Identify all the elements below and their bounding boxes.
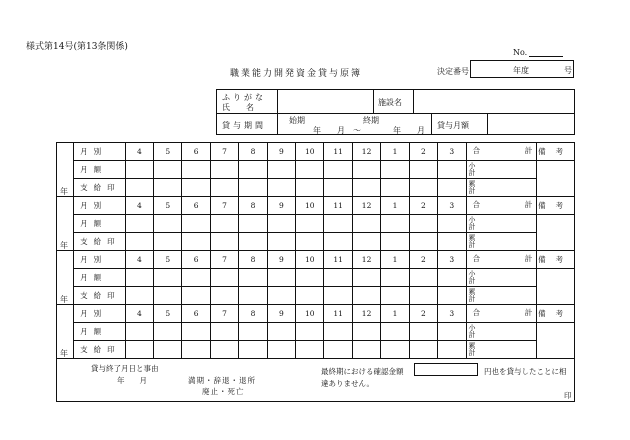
month-header: 1 [381,305,409,323]
total-left: 合 [472,254,480,263]
month-header: 11 [324,251,352,269]
subtotal-label: 小計 [468,161,476,177]
subtotal-label: 小計 [468,323,476,339]
monthly-amount-cell[interactable] [352,323,380,341]
subtotal-cell[interactable] [466,323,537,341]
monthly-amount-field[interactable] [491,117,569,131]
end-label: 終期 [363,116,379,125]
payment-stamp-cell[interactable] [324,179,352,197]
month-header: 3 [438,251,466,269]
payment-stamp-cell[interactable] [381,233,409,251]
month-header: 10 [296,143,324,161]
payment-stamp-cell[interactable] [409,341,437,359]
end-year-month[interactable]: 年 月 [117,376,147,385]
total-left: 合 [472,200,480,209]
remarks-header: 備考 [537,305,575,323]
payment-stamp-cell[interactable] [381,287,409,305]
payment-stamp-cell[interactable] [324,341,352,359]
certification-text-2: 違ありません。 [321,379,374,388]
month-header: 12 [352,197,380,215]
ledger-row [57,287,575,305]
payment-stamp-cell[interactable] [182,179,210,197]
facility-field[interactable] [417,94,567,110]
monthly-amount-cell[interactable] [154,269,182,287]
month-header: 1 [381,197,409,215]
cumulative-label: 累計 [468,179,476,195]
start-label: 始期 [289,116,305,125]
month-header: 1 [381,251,409,269]
month-header: 6 [182,305,210,323]
month-header: 4 [125,251,153,269]
month-header: 4 [125,197,153,215]
row-label: 支給印 [74,341,125,359]
subtotal-cell[interactable] [466,269,537,287]
furigana-label: ふりがな [222,93,266,102]
row-label: 月別 [74,305,125,323]
row-label: 月額 [74,161,125,179]
monthly-amount-cell[interactable] [267,215,295,233]
month-header: 9 [267,305,295,323]
month-header: 9 [267,143,295,161]
payment-stamp-cell[interactable] [239,341,267,359]
month-header: 4 [125,305,153,323]
row-label: 月別 [74,143,125,161]
monthly-amount-cell[interactable] [210,215,238,233]
row-label: 支給印 [74,179,125,197]
total-left: 合 [472,146,480,155]
payment-stamp-cell[interactable] [438,179,466,197]
ledger-row [57,179,575,197]
remarks-header: 備考 [537,251,575,269]
monthly-amount-cell[interactable] [438,269,466,287]
cumulative-cell[interactable] [466,341,537,359]
payment-stamp-cell[interactable] [210,233,238,251]
payment-stamp-cell[interactable] [352,287,380,305]
cumulative-cell[interactable] [466,287,537,305]
month-header: 11 [324,305,352,323]
month-header: 8 [239,197,267,215]
monthly-amount-cell[interactable] [210,323,238,341]
remarks-cell[interactable] [537,323,575,359]
end-reasons-line2[interactable]: 廃止・死亡 [202,387,245,396]
payment-stamp-cell[interactable] [182,341,210,359]
monthly-amount-cell[interactable] [154,215,182,233]
cumulative-label: 累計 [468,233,476,249]
total-right: 計 [524,254,533,263]
ledger-row [57,341,575,359]
year-cell[interactable]: 年 [57,305,74,359]
start-value[interactable]: 年 月 〜 [313,126,361,135]
row-label: 月額 [74,269,125,287]
total-header [466,305,537,323]
monthly-amount-cell[interactable] [210,161,238,179]
seal-mark: 印 [564,391,572,400]
ledger-row [57,143,575,161]
payment-stamp-cell[interactable] [154,179,182,197]
monthly-amount-cell[interactable] [182,323,210,341]
monthly-amount-cell[interactable] [154,161,182,179]
month-header: 7 [210,251,238,269]
monthly-amount-cell[interactable] [154,323,182,341]
monthly-amount-cell[interactable] [210,269,238,287]
record-number-line[interactable] [529,48,563,57]
month-header: 6 [182,251,210,269]
monthly-amount-label: 貸与月額 [437,121,469,130]
month-header: 6 [182,197,210,215]
payment-stamp-cell[interactable] [296,233,324,251]
name-field[interactable] [281,94,371,110]
monthly-amount-cell[interactable] [324,269,352,287]
certification-text: 円也を貸与したことに相 [484,367,567,376]
payment-stamp-cell[interactable] [154,341,182,359]
payment-stamp-cell[interactable] [409,179,437,197]
monthly-amount-cell[interactable] [352,269,380,287]
month-header: 8 [239,251,267,269]
month-header: 5 [154,143,182,161]
monthly-amount-cell[interactable] [438,323,466,341]
monthly-amount-cell[interactable] [267,161,295,179]
monthly-amount-cell[interactable] [324,161,352,179]
payment-stamp-cell[interactable] [239,179,267,197]
monthly-amount-cell[interactable] [381,161,409,179]
final-amount-label: 最終期における確認金額 [321,367,404,376]
ledger-row [57,269,575,287]
monthly-amount-cell[interactable] [381,269,409,287]
monthly-amount-cell[interactable] [182,269,210,287]
month-header: 12 [352,143,380,161]
payment-stamp-cell[interactable] [125,179,153,197]
year-cell[interactable]: 年 [57,251,74,305]
monthly-amount-cell[interactable] [352,161,380,179]
payment-stamp-cell[interactable] [267,287,295,305]
month-header: 10 [296,305,324,323]
monthly-amount-cell[interactable] [182,215,210,233]
payment-stamp-cell[interactable] [324,287,352,305]
monthly-amount-cell[interactable] [296,269,324,287]
payment-stamp-cell[interactable] [381,179,409,197]
total-header [466,143,537,161]
end-reasons-line1[interactable]: 満期・辞退・退所 [188,376,256,385]
month-header: 8 [239,305,267,323]
payment-stamp-cell[interactable] [296,179,324,197]
monthly-amount-cell[interactable] [125,161,153,179]
month-header: 3 [438,305,466,323]
row-label: 月別 [74,251,125,269]
year-cell[interactable]: 年 [57,197,74,251]
cumulative-label: 累計 [468,341,476,357]
monthly-amount-cell[interactable] [409,161,437,179]
month-header: 12 [352,251,380,269]
ledger-row [57,197,575,215]
monthly-amount-cell[interactable] [296,215,324,233]
row-label: 月額 [74,323,125,341]
subtotal-label: 小計 [468,215,476,231]
row-label: 支給印 [74,233,125,251]
payment-stamp-cell[interactable] [125,341,153,359]
month-header: 3 [438,143,466,161]
decision-number-suffix: 号 [564,66,572,75]
final-amount-field[interactable] [414,363,478,376]
month-header: 7 [210,197,238,215]
cumulative-label: 累計 [468,287,476,303]
payment-stamp-cell[interactable] [239,233,267,251]
payment-stamp-cell[interactable] [210,341,238,359]
remarks-cell[interactable] [537,269,575,305]
month-header: 11 [324,197,352,215]
ledger-row [57,305,575,323]
month-header: 6 [182,143,210,161]
remarks-header: 備考 [537,143,575,161]
monthly-amount-cell[interactable] [381,215,409,233]
payment-stamp-cell[interactable] [296,341,324,359]
monthly-amount-cell[interactable] [324,323,352,341]
payment-stamp-cell[interactable] [381,341,409,359]
payment-stamp-cell[interactable] [409,233,437,251]
payment-stamp-cell[interactable] [125,287,153,305]
monthly-amount-cell[interactable] [296,323,324,341]
monthly-amount-cell[interactable] [239,323,267,341]
monthly-amount-cell[interactable] [239,269,267,287]
monthly-amount-cell[interactable] [438,161,466,179]
total-right: 計 [524,200,533,209]
end-reason-label: 貸与終了月日と事由 [91,364,159,373]
monthly-amount-cell[interactable] [409,215,437,233]
month-header: 7 [210,143,238,161]
cumulative-cell[interactable] [466,179,537,197]
month-header: 5 [154,251,182,269]
ledger-row [57,233,575,251]
total-left: 合 [472,308,480,317]
record-number: No. [513,48,563,57]
month-header: 4 [125,143,153,161]
facility-label: 施設名 [378,98,402,107]
monthly-amount-cell[interactable] [296,161,324,179]
monthly-amount-cell[interactable] [409,323,437,341]
month-header: 2 [409,251,437,269]
total-header [466,197,537,215]
monthly-amount-cell[interactable] [267,323,295,341]
payment-stamp-cell[interactable] [438,341,466,359]
monthly-amount-cell[interactable] [381,323,409,341]
month-header: 11 [324,143,352,161]
name-label: 氏 名 [222,103,254,112]
month-header: 10 [296,197,324,215]
monthly-amount-cell[interactable] [239,215,267,233]
ledger-row [57,161,575,179]
payment-stamp-cell[interactable] [324,233,352,251]
month-header: 8 [239,143,267,161]
year-cell[interactable]: 年 [57,143,74,197]
payment-stamp-cell[interactable] [125,233,153,251]
row-label: 支給印 [74,287,125,305]
ledger-row [57,251,575,269]
monthly-amount-cell[interactable] [239,161,267,179]
remarks-header: 備考 [537,197,575,215]
total-right: 計 [524,146,533,155]
form-id: 様式第14号(第13条関係) [26,42,128,52]
recipient-info-table [216,89,575,135]
total-right: 計 [524,308,533,317]
month-header: 5 [154,197,182,215]
month-header: 12 [352,305,380,323]
payment-stamp-cell[interactable] [154,287,182,305]
monthly-amount-cell[interactable] [352,215,380,233]
month-header: 2 [409,143,437,161]
payment-stamp-cell[interactable] [438,233,466,251]
month-header: 9 [267,197,295,215]
monthly-amount-cell[interactable] [409,269,437,287]
decision-number-label: 決定番号 [437,67,469,76]
payment-stamp-cell[interactable] [182,287,210,305]
monthly-amount-cell[interactable] [267,269,295,287]
cumulative-cell[interactable] [466,233,537,251]
row-label: 月額 [74,215,125,233]
subtotal-label: 小計 [468,269,476,285]
ledger-row [57,323,575,341]
payment-stamp-cell[interactable] [438,287,466,305]
payment-stamp-cell[interactable] [352,233,380,251]
monthly-amount-cell[interactable] [324,215,352,233]
payment-ledger-grid [56,142,575,359]
payment-stamp-cell[interactable] [267,179,295,197]
payment-stamp-cell[interactable] [182,233,210,251]
row-label: 月別 [74,197,125,215]
monthly-amount-cell[interactable] [125,215,153,233]
month-header: 5 [154,305,182,323]
document-title: 職業能力開発資金貸与原簿 [230,69,363,79]
decision-number-box[interactable] [470,60,574,78]
month-header: 3 [438,197,466,215]
payment-stamp-cell[interactable] [154,233,182,251]
remarks-cell[interactable] [537,215,575,251]
end-value[interactable]: 年 月 [393,126,425,135]
loan-period-label: 貸与期間 [222,121,266,130]
payment-stamp-cell[interactable] [409,287,437,305]
payment-stamp-cell[interactable] [267,341,295,359]
payment-stamp-cell[interactable] [352,341,380,359]
monthly-amount-cell[interactable] [182,161,210,179]
month-header: 2 [409,305,437,323]
footer-section [56,358,575,402]
payment-stamp-cell[interactable] [210,287,238,305]
month-header: 2 [409,197,437,215]
remarks-cell[interactable] [537,161,575,197]
subtotal-cell[interactable] [466,161,537,179]
payment-stamp-cell[interactable] [267,233,295,251]
month-header: 10 [296,251,324,269]
payment-stamp-cell[interactable] [352,179,380,197]
decision-year-label: 年度 [513,66,529,75]
total-header [466,251,537,269]
payment-stamp-cell[interactable] [296,287,324,305]
monthly-amount-cell[interactable] [125,323,153,341]
payment-stamp-cell[interactable] [239,287,267,305]
monthly-amount-cell[interactable] [125,269,153,287]
subtotal-cell[interactable] [466,215,537,233]
monthly-amount-cell[interactable] [438,215,466,233]
month-header: 1 [381,143,409,161]
month-header: 7 [210,305,238,323]
month-header: 9 [267,251,295,269]
ledger-row [57,215,575,233]
payment-stamp-cell[interactable] [210,179,238,197]
